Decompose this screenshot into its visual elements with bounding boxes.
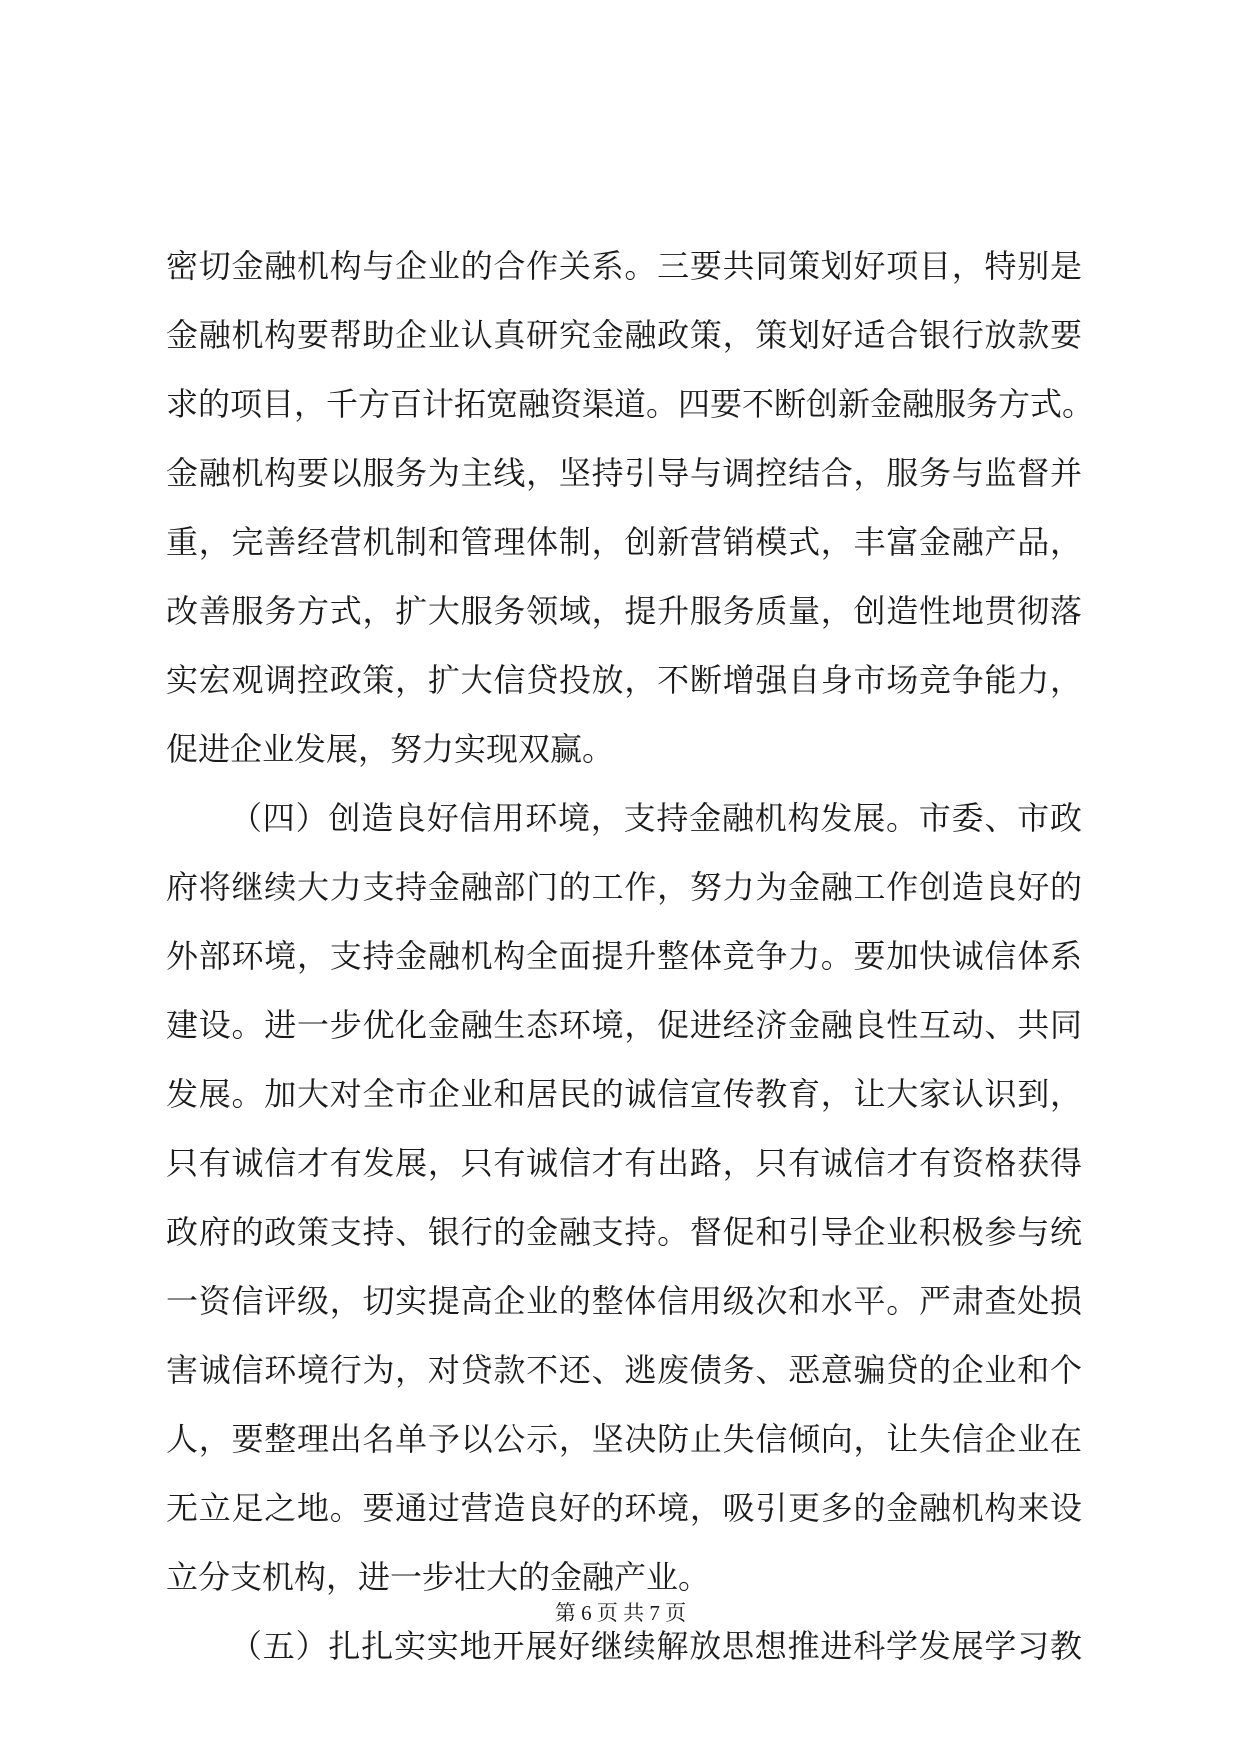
paragraph-2-line-6: 只有诚信才有发展，只有诚信才有出路，只有诚信才有资格获得 — [166, 1144, 1082, 1182]
paragraph-1-line-7: 实宏观调控政策，扩大信贷投放，不断增强自身市场竞争能力， — [166, 661, 1082, 699]
body-text — [166, 232, 1095, 1681]
paragraph-1-line-2: 金融机构要帮助企业认真研究金融政策，策划好适合银行放款要 — [166, 316, 1082, 354]
paragraph-2-line-2: 府将继续大力支持金融部门的工作，努力为金融工作创造良好的 — [166, 868, 1082, 906]
paragraph-1-line-1: 密切金融机构与企业的合作关系。三要共同策划好项目，特别是 — [166, 247, 1082, 285]
paragraph-1-line-4: 金融机构要以服务为主线，坚持引导与调控结合，服务与监督并 — [166, 454, 1082, 492]
paragraph-1-line-3: 求的项目，千方百计拓宽融资渠道。四要不断创新金融服务方式。 — [166, 385, 1095, 423]
page-number-footer: 第 6 页 共 7 页 — [554, 1601, 687, 1625]
paragraph-2-line-3: 外部环境，支持金融机构全面提升整体竞争力。要加快诚信体系 — [166, 937, 1082, 975]
paragraph-2-line-11: 无立足之地。要通过营造良好的环境，吸引更多的金融机构来设 — [166, 1489, 1082, 1527]
paragraph-2-line-4: 建设。进一步优化金融生态环境，促进经济金融良性互动、共同 — [166, 1006, 1082, 1044]
paragraph-2-line-7: 政府的政策支持、银行的金融支持。督促和引导企业积极参与统 — [166, 1213, 1082, 1251]
paragraph-1-line-5: 重，完善经营机制和管理体制，创新营销模式，丰富金融产品， — [166, 523, 1082, 561]
paragraph-2-line-10: 人，要整理出名单予以公示，坚决防止失信倾向，让失信企业在 — [166, 1420, 1082, 1458]
paragraph-2-line-1: （四）创造良好信用环境，支持金融机构发展。市委、市政 — [230, 799, 1082, 837]
paragraph-2-line-9: 害诚信环境行为，对贷款不还、逃废债务、恶意骗贷的企业和个 — [166, 1351, 1082, 1389]
paragraph-1-line-6: 改善服务方式，扩大服务领域，提升服务质量，创造性地贯彻落 — [166, 592, 1082, 630]
paragraph-1-line-8: 促进企业发展，努力实现双赢。 — [166, 730, 615, 768]
paragraph-3-line-1: （五）扎扎实实地开展好继续解放思想推进科学发展学习教 — [230, 1627, 1082, 1665]
paragraph-2-line-12: 立分支机构，进一步壮大的金融产业。 — [166, 1558, 711, 1596]
paragraph-2-line-5: 发展。加大对全市企业和居民的诚信宣传教育，让大家认识到， — [166, 1075, 1082, 1113]
paragraph-2-line-8: 一资信评级，切实提高企业的整体信用级次和水平。严肃查处损 — [166, 1282, 1082, 1320]
